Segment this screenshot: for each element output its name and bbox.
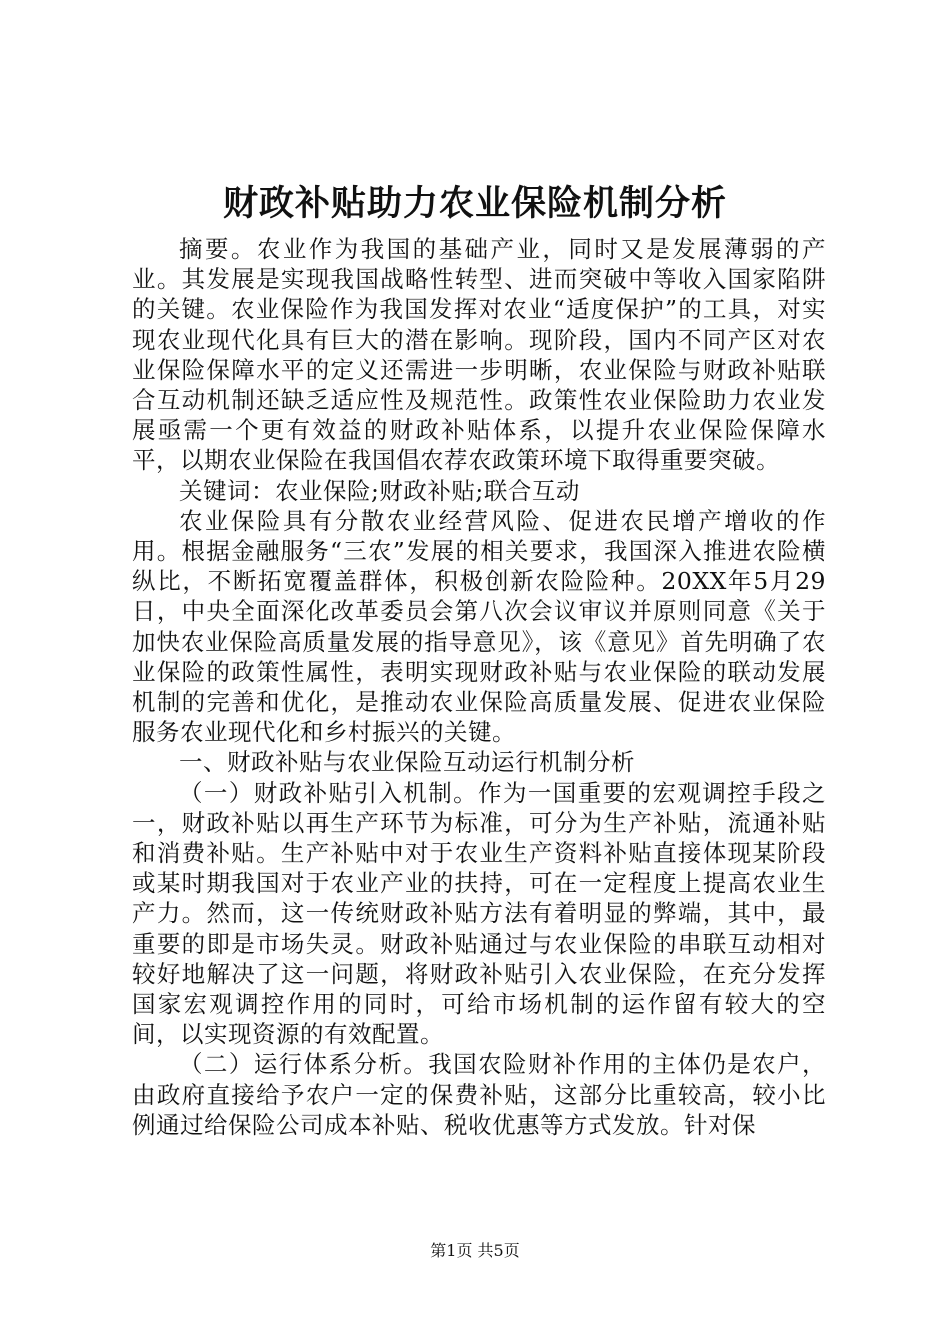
document-body xyxy=(132,234,826,1140)
abstract-paragraph: 摘要。农业作为我国的基础产业，同时又是发展薄弱的产业。其发展是实现我国战略性转型、进而突破中等收入国家陷阱的关键。农业保险作为我国发挥对农业“适度保护”的工具，对实现农业现代化具有巨大的潜在影响。现阶段，国内不同产区对农业保险保障水平的定义还需进一步明晰，农业保险与财政补贴联合互动机制还缺乏适应性及规范性。政策性农业保险助力农业发展亟需一个更有效益的财政补贴体系，以提升农业保险保障水平，以期农业保险在我国倡农荐农政策环境下取得重要突破。 xyxy=(132,235,826,475)
document-title: 财政补贴助力农业保险机制分析 xyxy=(222,183,727,224)
intro-paragraph: 农业保险具有分散农业经营风险、促进农民增产增收的作用。根据金融服务“三农”发展的相关要求，我国深入推进农险横纵比，不断拓宽覆盖群体，积极创新农险险种。20XX年5月29日，中央全面深化改革委员会第八次会议审议并原则同意《关于加快农业保险高质量发展的指导意见》，该《意见》首先明确了农业保险的政策性属性，表明实现财政补贴与农业保险的联动发展机制的完善和优化，是推动农业保险高质量发展、促进农业保险服务农业现代化和乡村振兴的关键。 xyxy=(132,506,826,747)
subsection-paragraph-2: （二）运行体系分析。我国农险财补作用的主体仍是农户，由政府直接给予农户一定的保费补贴，这部分比重较高，较小比例通过给保险公司成本补贴、税收优惠等方式发放。针对保 xyxy=(132,1050,826,1139)
section-heading: 一、财政补贴与农业保险互动运行机制分析 xyxy=(179,748,635,777)
keywords-paragraph: 关键词：农业保险;财政补贴;联合互动 xyxy=(179,476,580,505)
subsection-paragraph-1: （一）财政补贴引入机制。作为一国重要的宏观调控手段之一，财政补贴以再生产环节为标准，可分为生产补贴，流通补贴和消费补贴。生产补贴中对于农业生产资料补贴直接体现某阶段或某时期我国对于农业产业的扶持，可在一定程度上提高农业生产力。然而，这一传统财政补贴方法有着明显的弊端，其中，最重要的即是市场失灵。财政补贴通过与农业保险的串联互动相对较好地解决了这一问题，将财政补贴引入农业保险，在充分发挥国家宏观调控作用的同时，可给市场机制的运作留有较大的空间，以实现资源的有效配置。 xyxy=(132,778,826,1049)
page-number-footer: 第1页 共5页 xyxy=(430,1241,520,1260)
